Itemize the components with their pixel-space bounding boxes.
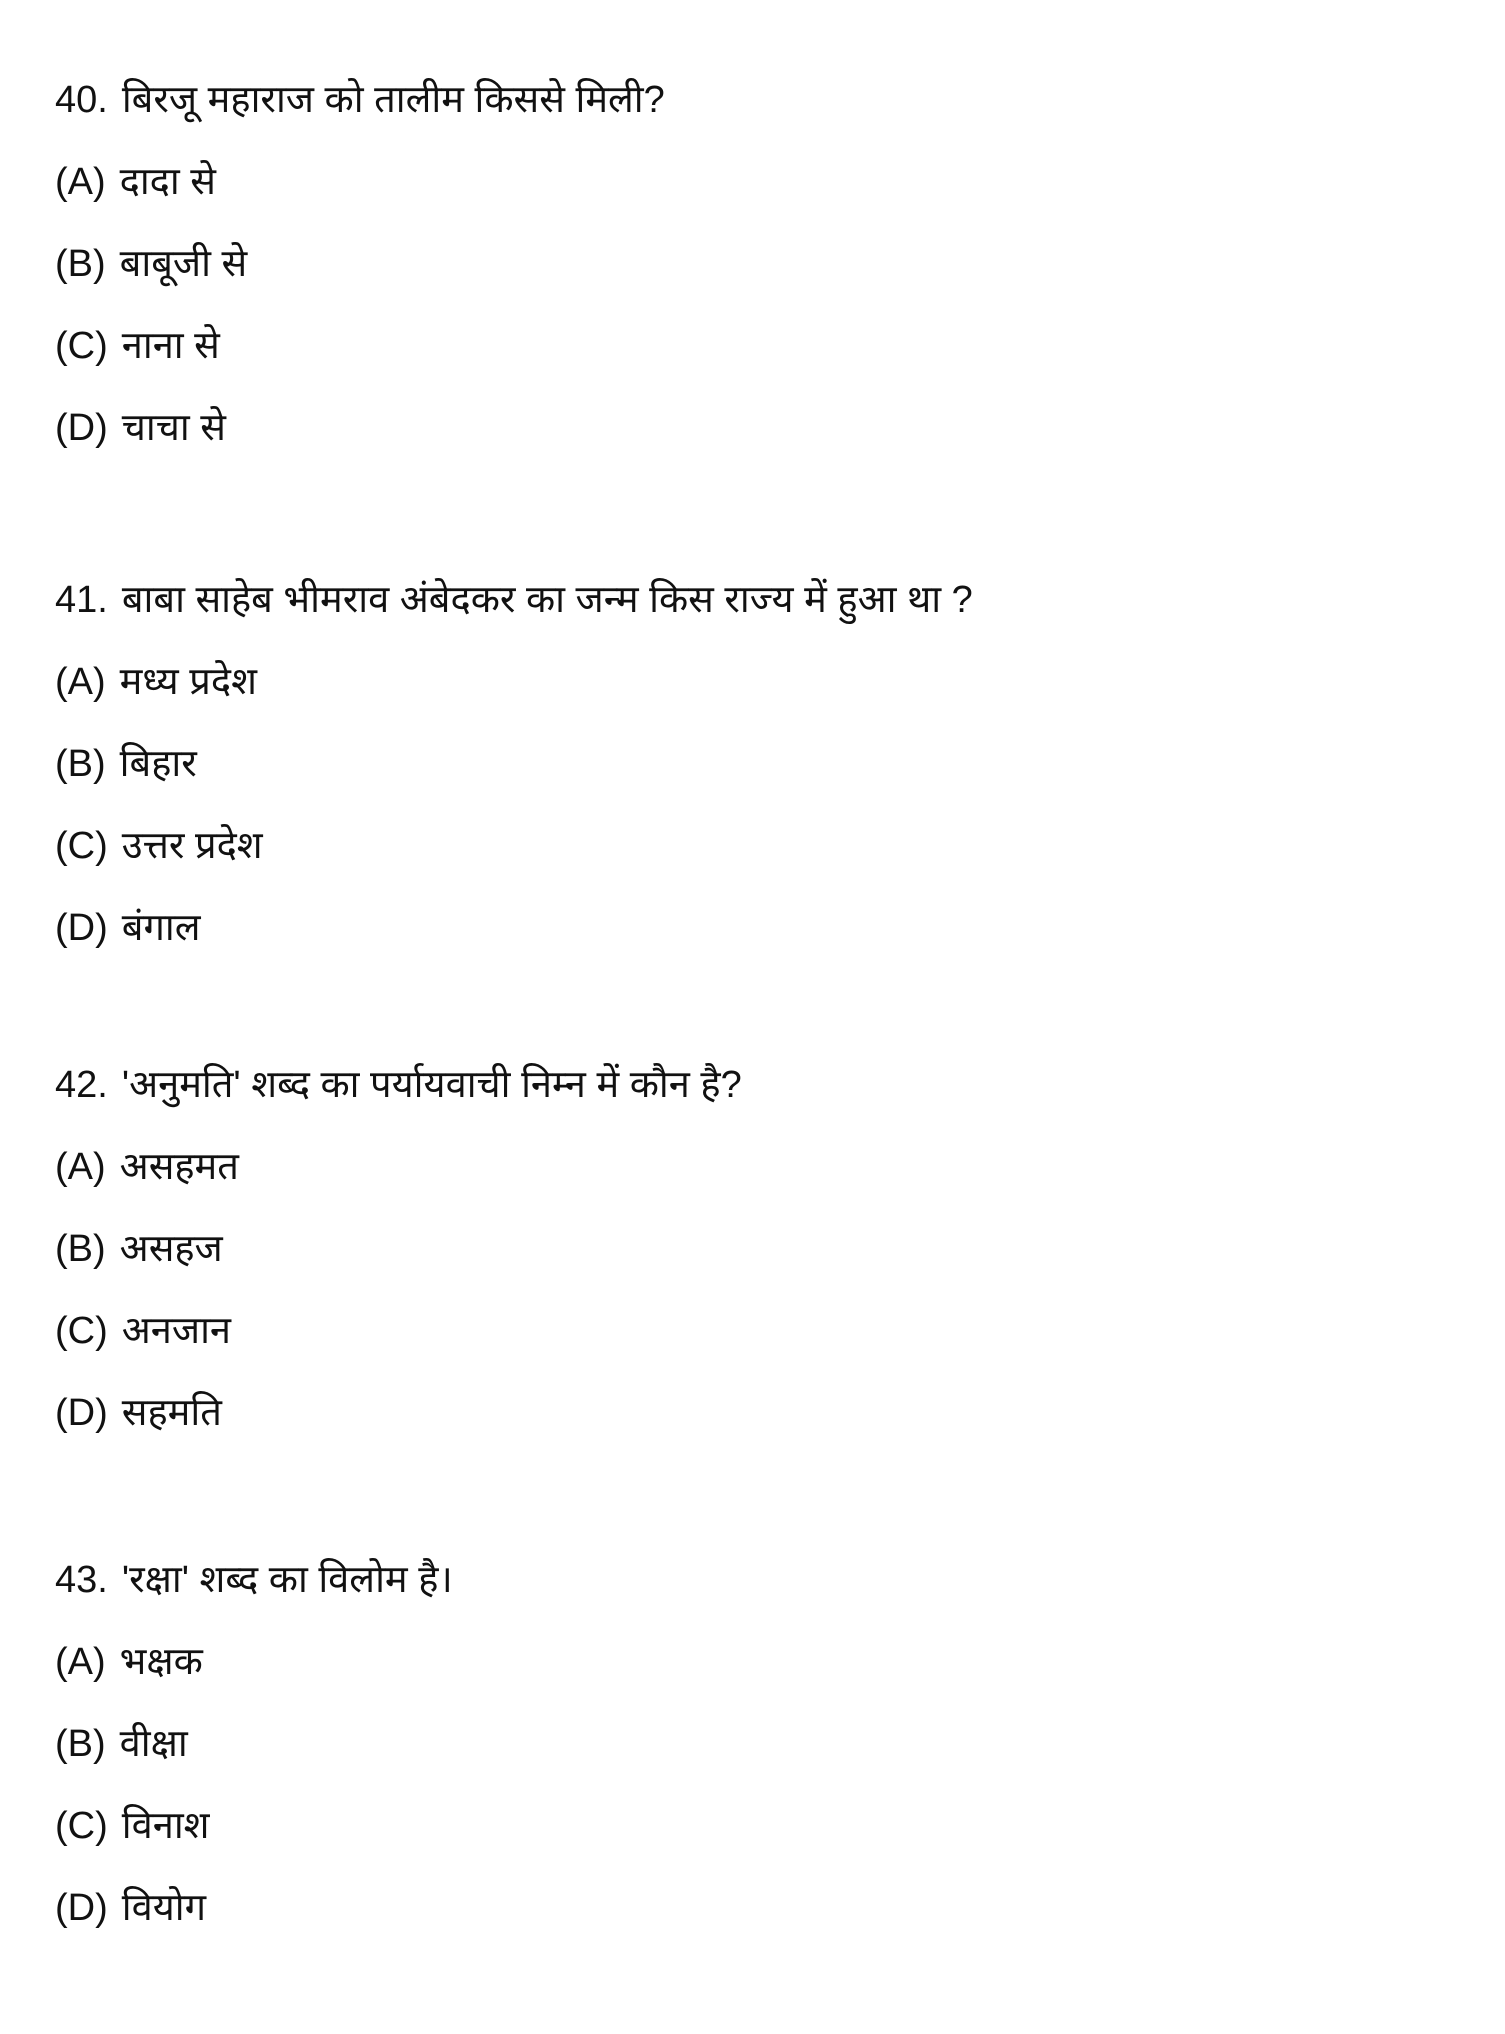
option-text: अनजान	[121, 1310, 232, 1352]
option-text: भक्षक	[119, 1641, 203, 1683]
option-text: चाचा से	[121, 407, 226, 449]
option-b	[55, 1721, 188, 1767]
option-label: (B)	[55, 1723, 106, 1765]
option-c	[55, 1308, 231, 1354]
option-label: (A)	[55, 161, 106, 203]
question-text: 'रक्षा' शब्द का विलोम है।	[121, 1559, 453, 1601]
option-label: (C)	[55, 1805, 108, 1847]
option-d	[55, 1390, 222, 1436]
question-number: 43.	[55, 1559, 108, 1601]
option-a	[55, 159, 216, 205]
option-c	[55, 323, 220, 369]
option-a	[55, 1144, 239, 1190]
option-label: (C)	[55, 1310, 108, 1352]
option-a	[55, 1639, 203, 1685]
option-a	[55, 659, 257, 705]
option-text: मध्य प्रदेश	[119, 661, 257, 703]
question-number: 40.	[55, 79, 108, 121]
option-text: नाना से	[121, 325, 220, 367]
question-40	[55, 77, 665, 123]
option-text: असहमत	[119, 1146, 239, 1188]
option-label: (D)	[55, 1392, 108, 1434]
question-number: 42.	[55, 1064, 108, 1106]
option-label: (D)	[55, 907, 108, 949]
option-c	[55, 1803, 210, 1849]
option-text: असहज	[119, 1228, 223, 1270]
option-label: (B)	[55, 243, 106, 285]
question-43	[55, 1557, 453, 1603]
option-d	[55, 405, 226, 451]
question-number: 41.	[55, 579, 108, 621]
question-text: बाबा साहेब भीमराव अंबेदकर का जन्म किस राज्य में हुआ था ?	[121, 579, 973, 621]
question-42	[55, 1062, 742, 1108]
option-text: उत्तर प्रदेश	[121, 825, 263, 867]
option-d	[55, 1885, 206, 1931]
option-label: (A)	[55, 1146, 106, 1188]
option-label: (D)	[55, 407, 108, 449]
option-label: (D)	[55, 1887, 108, 1929]
question-text: 'अनुमति' शब्द का पर्यायवाची निम्न में कौन है?	[121, 1064, 742, 1106]
option-c	[55, 823, 263, 869]
option-text: बिहार	[119, 743, 197, 785]
question-41	[55, 577, 973, 623]
option-label: (A)	[55, 661, 106, 703]
option-b	[55, 741, 197, 787]
option-b	[55, 241, 247, 287]
option-text: बंगाल	[121, 907, 201, 949]
option-label: (C)	[55, 825, 108, 867]
option-text: वियोग	[121, 1887, 207, 1929]
option-text: सहमति	[121, 1392, 222, 1434]
option-label: (A)	[55, 1641, 106, 1683]
option-text: वीक्षा	[119, 1723, 188, 1765]
option-label: (C)	[55, 325, 108, 367]
option-text: दादा से	[119, 161, 216, 203]
option-d	[55, 905, 200, 951]
option-text: विनाश	[121, 1805, 210, 1847]
question-text: बिरजू महाराज को तालीम किससे मिली?	[121, 79, 665, 121]
option-label: (B)	[55, 743, 106, 785]
option-text: बाबूजी से	[119, 243, 248, 285]
option-b	[55, 1226, 223, 1272]
option-label: (B)	[55, 1228, 106, 1270]
